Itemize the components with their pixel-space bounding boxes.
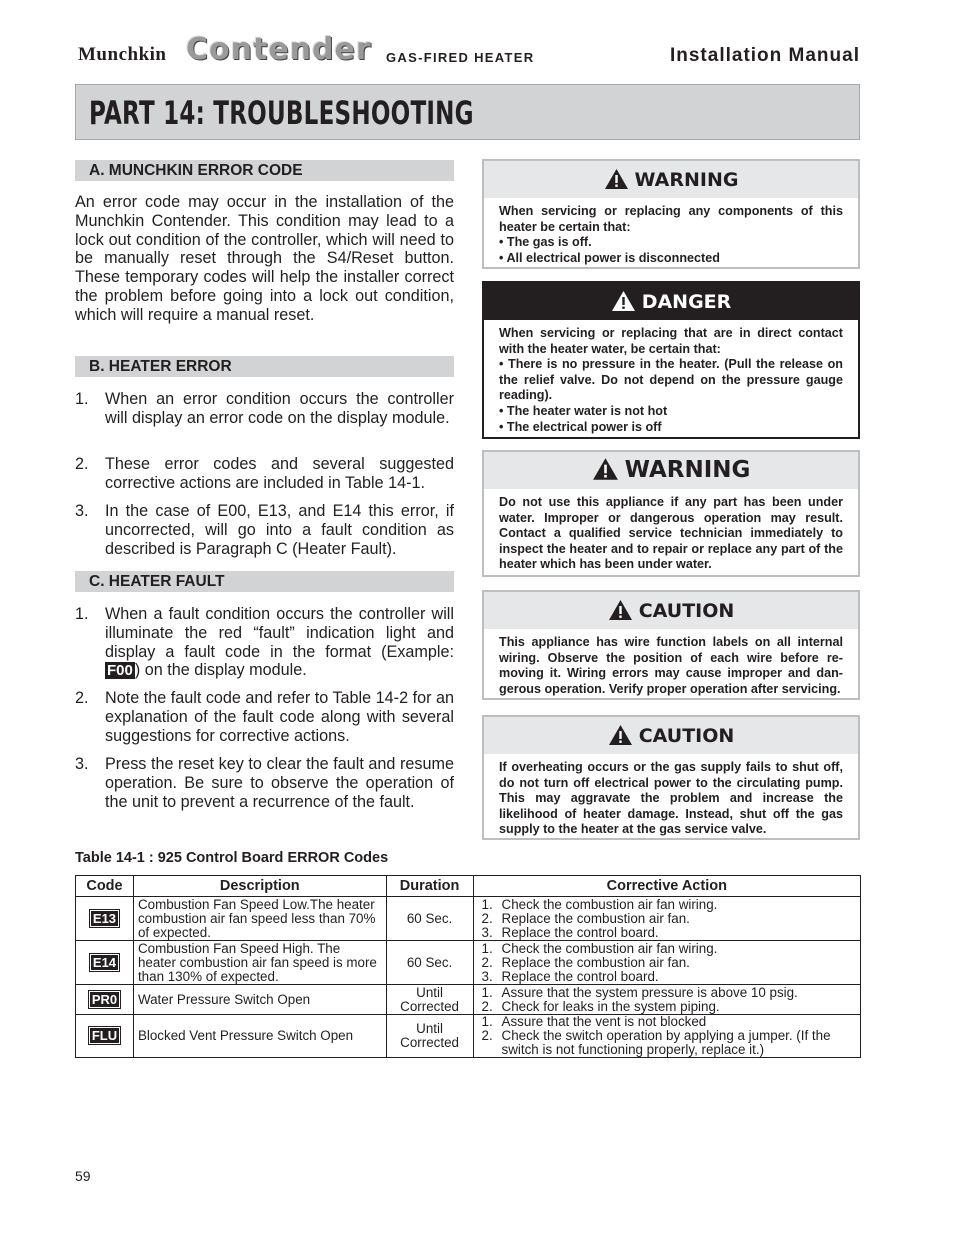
box-line: If overheating occurs or the gas supply fails to shut off, do not turn off electrical power to the circulating pump. This may aggravate the problem and increase the likelihood of heater damage. Instead, shut off the gas supply to the heater at the gas service valve. — [499, 760, 843, 837]
warning-title: WARNING — [634, 169, 739, 191]
warning-triangle-icon — [604, 168, 629, 190]
list-item — [75, 605, 454, 681]
box-line: • There is no pressure in the heater. (Pull the release on the relief valve. Do not depend on the pressure gauge reading). — [499, 357, 843, 403]
box-line: • All electrical power is disconnected — [499, 250, 720, 265]
row-description: Combustion Fan Speed High. The heater combustion air fan speed is more than 130% of expected. — [133, 941, 386, 985]
list-text-part: ) on the display module. — [134, 661, 307, 680]
warning-title: WARNING — [624, 457, 751, 483]
table-row — [76, 1015, 861, 1058]
table-header-row — [76, 876, 861, 897]
caution-body — [484, 754, 858, 844]
part-title: PART 14: TROUBLESHOOTING — [89, 94, 474, 132]
list-text: When an error condition occurs the controller will display an error code on the display module. — [105, 390, 454, 427]
part-title-bar — [75, 84, 860, 140]
list-item — [75, 390, 454, 428]
row-description: Combustion Fan Speed Low.The heater combustion air fan speed less than 70% of expected. — [133, 897, 386, 941]
caution-box — [482, 715, 860, 840]
box-line: When servicing or replacing that are in direct contact with the heater water, be certain that: — [499, 326, 843, 356]
table-row — [76, 897, 861, 941]
row-description: Blocked Vent Pressure Switch Open — [133, 1015, 386, 1058]
box-line: This appliance has wire function labels on all internal wiring. Observe the position of each wire before re-moving it. Wiring errors may cause improper and dan-gerous operation. Verify proper operation after servicing. — [499, 635, 843, 696]
list-item — [75, 755, 454, 811]
action-item: 3. Replace the control board. — [481, 924, 659, 940]
warning-body — [484, 489, 858, 579]
list-item — [75, 689, 454, 745]
list-text-part: When a fault condition occurs the controller will illuminate the red “fault” indication light and display a fault code in the format (Example: — [105, 605, 454, 661]
warning-triangle-icon — [592, 457, 619, 481]
list-number: 1. — [75, 390, 89, 408]
warning-body — [484, 198, 858, 272]
table-caption: Table 14-1 : 925 Control Board ERROR Codes — [75, 850, 389, 866]
header-duration: Duration — [386, 876, 473, 897]
page-number: 59 — [75, 1168, 91, 1184]
list-number: 3. — [75, 755, 89, 773]
list-text: Press the reset key to clear the fault and resume operation. Be sure to observe the operation of the unit to prevent a recurrence of the fault. — [105, 755, 454, 811]
list-number: 1. — [75, 605, 89, 623]
error-code-badge: PR0 — [89, 991, 120, 1008]
caution-title: CAUTION — [638, 600, 735, 622]
manual-title: Installation Manual — [669, 45, 860, 66]
caution-header — [484, 717, 858, 754]
action-item: 1. Check the combustion air fan wiring. — [481, 940, 718, 956]
list-text: In the case of E00, E13, and E14 this error, if uncorrected, will go into a fault condition as described is Paragraph C (Heater Fault). — [105, 502, 454, 558]
list-number: 3. — [75, 502, 89, 520]
action-item: 1. Check the combustion air fan wiring. — [481, 896, 718, 912]
error-codes-table — [75, 875, 861, 1058]
warning-box — [482, 159, 860, 269]
section-a-heading: A. MUNCHKIN ERROR CODE — [75, 160, 454, 181]
section-a-text: An error code may occur in the installation of the Munchkin Contender. This condition may lead to a lock out condition of the controller, which will need to be manually reset through the S4/Reset button. These temporary codes will help the installer correct the problem before going into a lock out condition, which will require a manual reset. — [75, 193, 454, 324]
error-code-badge: FLU — [89, 1027, 120, 1044]
list-number: 2. — [75, 455, 89, 473]
list-text: These error codes and several suggested corrective actions are included in Table 14-1. — [105, 455, 454, 492]
row-duration: 60 Sec. — [386, 941, 473, 985]
row-duration: Until Corrected — [386, 1015, 473, 1058]
error-code-badge: E14 — [90, 954, 119, 971]
header-code: Code — [76, 876, 134, 897]
caution-title: CAUTION — [638, 725, 735, 747]
box-line: Do not use this appliance if any part has been under water. Improper or dangerous operation may result. Contact a qualified service technician immediately to inspect the heater and to repair or replace any part of the heater which has been under water. — [499, 495, 843, 572]
action-item: 2. Check the switch operation by applying a jumper. (If the switch is not functioning properly, replace it.) — [481, 1028, 831, 1057]
box-line: • The gas is off. — [499, 235, 592, 250]
section-c-heading: C. HEATER FAULT — [75, 571, 454, 592]
warning-triangle-icon — [611, 290, 636, 312]
page-header — [78, 30, 860, 70]
danger-body — [484, 320, 858, 441]
danger-header — [484, 283, 858, 320]
brand-logo: Munchkin — [78, 44, 167, 65]
action-item: 1. Assure that the system pressure is above 10 psig. — [481, 984, 798, 1000]
caution-box — [482, 590, 860, 700]
header-corrective-action: Corrective Action — [473, 876, 860, 897]
header-description: Description — [133, 876, 386, 897]
warning-header — [484, 161, 858, 198]
danger-title: DANGER — [641, 291, 732, 313]
list-text — [105, 605, 454, 681]
danger-box — [482, 281, 860, 439]
product-subtitle: GAS-FIRED HEATER — [386, 50, 535, 65]
table-row — [76, 985, 861, 1015]
row-duration: Until Corrected — [386, 985, 473, 1015]
section-b-heading: B. HEATER ERROR — [75, 356, 454, 377]
list-number: 2. — [75, 689, 89, 707]
warning-box — [482, 450, 860, 577]
table-row — [76, 941, 861, 985]
action-item: 3. Replace the control board. — [481, 968, 659, 984]
list-item — [75, 502, 454, 558]
action-item: 1. Assure that the vent is not blocked — [481, 1014, 707, 1029]
action-item: 2. Replace the combustion air fan. — [481, 954, 690, 970]
box-line: • The heater water is not hot — [499, 403, 668, 418]
fault-code-badge: F00 — [107, 662, 133, 680]
product-logo: Contender — [186, 32, 372, 67]
action-item: 2. Replace the combustion air fan. — [481, 910, 690, 926]
caution-header — [484, 592, 858, 629]
warning-triangle-icon — [608, 724, 633, 746]
row-duration: 60 Sec. — [386, 897, 473, 941]
caution-body — [484, 629, 858, 703]
warning-triangle-icon — [608, 599, 633, 621]
box-line: When servicing or replacing any components of this heater be certain that: — [499, 204, 843, 234]
box-line: • The electrical power is off — [499, 419, 662, 434]
error-code-badge: E13 — [90, 910, 119, 927]
row-description: Water Pressure Switch Open — [133, 985, 386, 1015]
warning-header — [484, 452, 858, 489]
action-item: 2. Check for leaks in the system piping. — [481, 998, 720, 1014]
list-text: Note the fault code and refer to Table 14-2 for an explanation of the fault code along with several suggestions for corrective actions. — [105, 689, 454, 745]
list-item — [75, 455, 454, 493]
